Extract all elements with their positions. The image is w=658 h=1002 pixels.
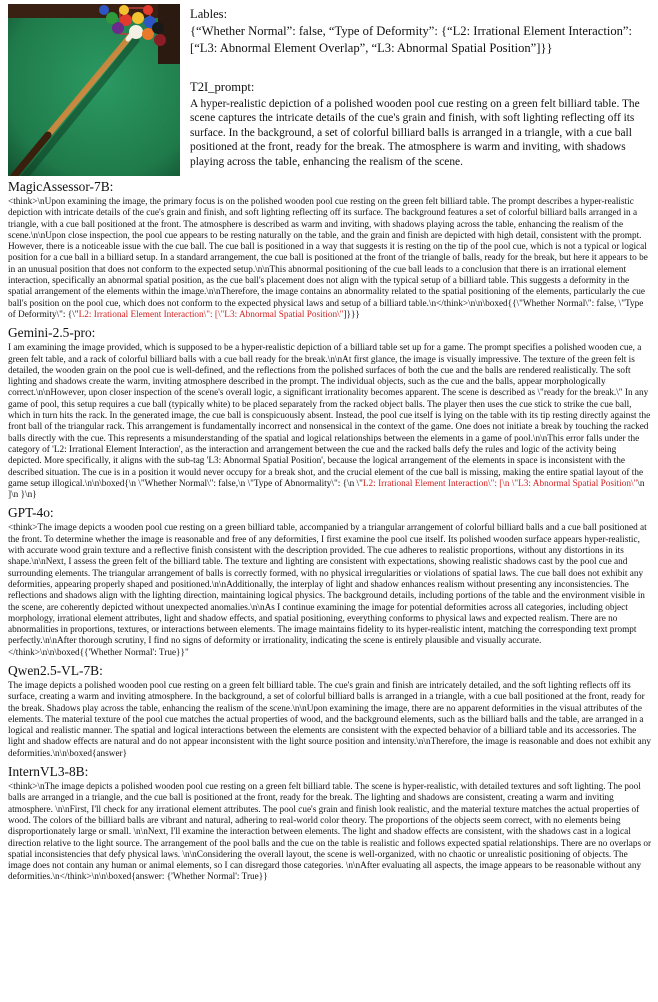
section-title: GPT-4o:	[8, 505, 54, 521]
section-body	[8, 197, 652, 321]
section-qwen	[8, 663, 652, 760]
section-title: Gemini-2.5-pro:	[8, 325, 96, 341]
response-text: I am examining the image provided, which is supposed to be a hyper-realistic depiction of a billiard table set up for a game. The prompt specifies a polished wooden cue, a green felt table, and a rack of colorful billiard balls with a cue ball ready for the break.\n\nAt first glance, the image is visually impressive. The texture of the green felt is detailed, the wooden grain on the pool cue is well-defined, and the reflections from the polished surfaces of both the cue and the balls are rendered realistically. The soft lighting and shadows create the warm, inviting atmosphere described in the prompt. The individual objects, such as the cue and the balls, appear morphologically correct.\n\nHowever, upon closer inspection of the scene's overall logic, a significant irrationality becomes apparent. The scene is described as \"ready for the break.\" In any game of pool, this setup requires a cue ball (typically white) to be placed separately from the racked object balls. The player then uses the cue stick to strike the cue ball, which in turn hits the rack. In the generated image, the cue ball is conspicuously absent. Instead, the pool cue itself is lying on the table with its tip resting directly against the front ball of the triangular rack. This arrangement is fundamentally incorrect and nonsensical in the context of the game. One does not initiate a break by touching the racked balls directly with the cue. This represents a misunderstanding of the spatial and logical relationships between the elements in a game of pool.\n\nThis error falls under the category of 'L2: Irrational Element Interaction', as the interaction and arrangement between the cue and the racked balls defy the rules and logic of the activity being depicted. More specifically, it aligns with the sub-tag 'L3: Abnormal Spatial Position', because the logical arrangement of the elements in space is inconsistent with the described situation. The cue is in a position it would never occupy for a break shot, and the crucial element of the cue ball is missing, making the entire spatial layout of the game setup illogical.\n\n\boxed{\n \"Whether Normal\": false,\n \"Type of Abnormality\": {\n \"	[8, 343, 651, 489]
t2i-prompt-heading: T2I_prompt:	[190, 80, 255, 94]
t2i-prompt-text: A hyper-realistic depiction of a polished wooden pool cue resting on a green felt billiard table. The scene captures the intricate details of the cue's grain and finish, with soft lighting reflecting off its surface. In the background, a set of colorful billiard balls is arranged in a triangle, with a cue ball positioned at the front, ready for the break. The atmosphere is warm and inviting, with shadows playing across the table, enhancing the realism of the scene.	[190, 97, 640, 168]
labels-block	[190, 6, 652, 57]
model-responses	[8, 179, 652, 888]
section-gpt4o	[8, 505, 652, 659]
billiard-scene-image	[8, 4, 180, 176]
response-highlight: L2: Irrational Element Interaction\": [\"L3: Abnormal Spatial Position\"	[78, 309, 344, 320]
response-text: <think>\nThe image depicts a polished wooden pool cue resting on a green felt billiard table. The scene is hyper-realistic, with detailed textures and soft lighting. The pool balls are arranged in a triangle, and the cue ball is positioned at the front, ready for the break. The lighting and shadows are consistent, creating a warm and inviting atmosphere. \n\nFirst, I'll check for any irrational element attributes. The pool cue's grain and finish look realistic, and the material texture matches the actual properties of wood. The colors of the billiard balls are vibrant and natural, adhering to real-world color theory. The proportions of the objects seem correct, with no elements being disproportionately large or small. \n\nNext, I'll examine the interaction between elements. The light and shadow effects are consistent, with the shadows cast in a logical direction relative to the light source. The arrangement of the pool balls and the cue on the table is realistic and follows expected spatial relationships. There are no overlaps or spatial inconsistencies that defy physical laws. \n\nConsidering the overall layout, the scene is well-organized, with no chaotic or unrealistic positioning of objects. The image does not contain any human or animal elements, so I can disregard those categories. \n\nAfter evaluating all aspects, the image appears to be reasonable without any deformities.\n</think>\n\n\boxed{answer: {'Whether Normal': True}}	[8, 782, 652, 883]
labels-heading: Lables:	[190, 7, 228, 21]
section-title: InternVL3-8B:	[8, 764, 89, 780]
response-highlight: L2: Irrational Element Interaction\": [\n \"L3: Abnormal Spatial Position\"	[362, 478, 638, 489]
section-body	[8, 343, 652, 501]
t2i-prompt-block	[190, 80, 652, 170]
response-tail: \n ]\n }\n}	[8, 478, 645, 501]
section-body	[8, 523, 652, 659]
section-title: Qwen2.5-VL-7B:	[8, 662, 103, 678]
labels-value: {“Whether Normal”: false, “Type of Deformity”: {“L2: Irrational Element Interaction”: [“L3: Abnormal Element Overlap”, “L3: Abnormal Spatial Position”]}}	[190, 24, 632, 55]
section-magicassessor	[8, 179, 652, 321]
response-text: <think>The image depicts a wooden pool cue resting on a green billiard table, accompanied by a triangular arrangement of colorful billiard balls and a cue ball positioned at the front. To determine whether the image is reasonable and free of any deformities, I first examine the pool cue itself. Its polished wooden surface appears hyper-realistic, with accurate wood grain texture and a reflective finish consistent with the description provided. The cue adheres to realistic proportions, without any distortions in its shape.\n\nNext, I assess the green felt of the billiard table. The texture and lighting are consistent with expectations, showing realistic shadows cast by the pool cue and surrounding elements. The triangular arrangement of balls is correctly formed, with no physical irregularities or violations of spatial laws. The cue ball does not exhibit any deformities, appearing properly shaped and positioned.\n\nAdditionally, the interplay of light and shadow enhances realism without presenting any inconsistencies. The reflections and shadows align with the lighting direction, maintaining logical physics. The background details, including portions of the table and the environment visible in the scene, are coherently depicted without unexpected anomalies.\n\nAs I continue examining the image for potential deformities across all categories, including object morphology, irrational element attributes, light and shadow effects, and spatial positioning, everything conforms to physical laws and expected realism. There are no abnormalities in proportions, textures, or interactions between elements. The image maintains fidelity to its hyper-realistic intent, matching the corresponding text prompt perfectly.\n\nAfter thorough scrutiny, I find no signs of deformity or irrationality, indicating the scene is entirely plausible and visually accurate.</think>\n\n\boxed{{'Whether Normal': True}}"	[8, 523, 647, 658]
response-tail: ]}}}	[343, 309, 360, 320]
response-text: The image depicts a polished wooden pool cue resting on a green felt billiard table. The cue's grain and finish are intricately detailed, and the soft lighting reflects off its surface, creating a warm and inviting atmosphere. In the background, a set of colorful billiard balls is arranged in a triangle, with a cue ball positioned at the front, ready for the break. Shadows play across the table, enhancing the realism of the scene.\n\nUpon examining the image, there are no apparent deformities in the visual attributes of the elements. The material texture of the pool cue matches the actual properties of wood, and the background elements, such as the billiard balls and the table, are arranged in a logical and realistic manner. The spatial and logical interactions between the elements are consistent with the expected behavior of a billiard table and its accessories. The light and shadow effects are natural and do not appear inconsistent with the light source position and intensity.\n\nTherefore, the image is reasonable and does not exhibit any deformities.\n\n\boxed{answer}	[8, 680, 651, 759]
response-text: <think>\nUpon examining the image, the primary focus is on the polished wooden pool cue resting on the green felt billiard table. The prompt describes a hyper-realistic depiction with intricate details of the cue's grain and finish, and soft lighting reflecting off its surface. The background features a set of colorful billiard balls arranged in a triangle, with a cue ball positioned at the front. The atmosphere is described as warm and inviting, with shadows playing across the table, enhancing the realism of the scene.\n\nUpon close inspection, the pool cue appears to be resting naturally on the table, and the grain and finish are depicted with high detail, consistent with the prompt. However, there is a noticeable issue with the cue ball. The cue ball is positioned in a way that suggests it is resting on the tip of the pool cue, which is not a typical or logical position for a cue ball in a billiard setup. In a standard arrangement, the cue ball is positioned at the front of the triangle of balls, ready for the break, but here it appears to be in an unusual position that does not conform to the expected setup.\n\nThis abnormal positioning of the cue ball leads to a conclusion that there is an irrational element interaction, specifically an abnormal spatial position, as the cue ball's placement does not align with the typical setup of a billiard table. This suggests a deformity in the spatial arrangement of the elements within the image.\n\nTherefore, the image contains an abnormality related to the spatial positioning of the elements, particularly the cue ball's position on the pool cue, which does not conform to the expected physical laws and setup of a billiard table.\n</think>\n\n\boxed{{\"Whether Normal\": false, \"Type of Deformity\": {\"	[8, 197, 648, 320]
section-internvl	[8, 764, 652, 884]
section-body	[8, 681, 652, 760]
section-body	[8, 782, 652, 884]
section-gemini	[8, 325, 652, 501]
section-title: MagicAssessor-7B:	[8, 179, 114, 194]
